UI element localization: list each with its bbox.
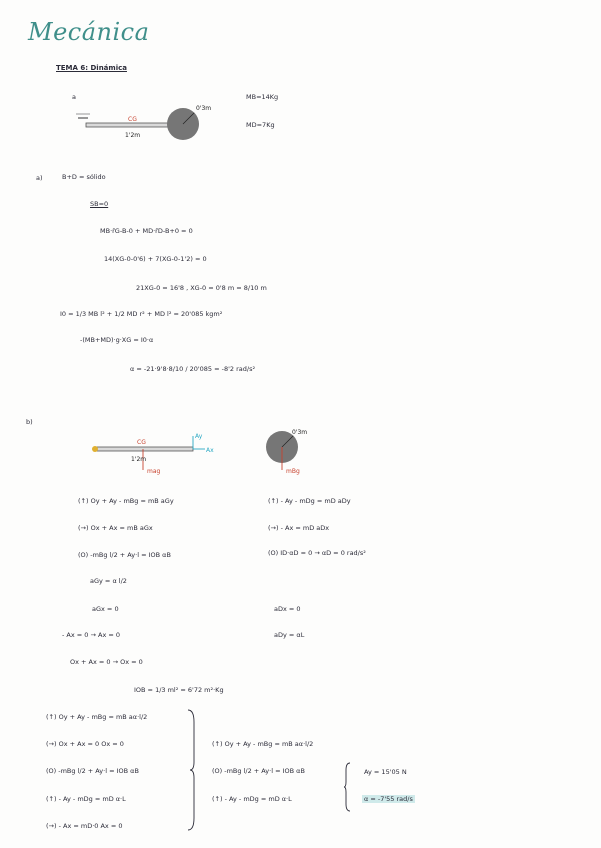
mass-d: MD=7Kg [246,121,275,129]
right-brace [344,762,352,812]
sys-right-2: (O) -mBg l/2 + Ay·l = IOB αB [212,767,305,775]
label-a: a [72,93,76,101]
eq-b-right-4: aDx = 0 [274,605,301,613]
length-b: 1'2m [131,456,147,463]
mag-label: mag [147,468,161,475]
eq-a1: MB·r̄G-B-0 + MD·r̄D-B+0 = 0 [100,227,193,235]
eq-b-right-5: aDy = αL [274,631,305,639]
ext-b-label: mBg [286,468,300,475]
eq-b-left-8: IOB = 1/3 ml² = 6'72 m²·Kg [134,686,224,694]
sys-right-3: (↑) - Ay - mDg = mD α·L [212,795,292,803]
sys-left-1: (↑) Oy + Ay - mBg = mB aα·l/2 [46,713,148,721]
eq-b-left-2: (→) Ox + Ax = mB aGx [78,524,153,532]
figure-a [70,100,220,145]
eq-b-left-3: (O) -mBg l/2 + Ay·l = IOB αB [78,551,171,559]
eq-b-left-5: aGx = 0 [92,605,119,613]
eq-a6: α = -21·9'8·8/10 / 20'085 = -8'2 rad/s² [130,365,256,373]
eq-a4: I0 = 1/3 MB l² + 1/2 MD r² + MD l² = 20'085 kgm² [60,310,223,318]
figure-b-bar [85,430,220,475]
result-alpha: α = -7'55 rad/s [364,795,413,803]
cg-b: CG [137,439,146,446]
eq-a5: -(MB+MD)·g·XG = I0·α [80,336,154,344]
topic-heading: TEMA 6: Dinámica [56,64,127,72]
eq-b-right-1: (↑) - Ay - mDg = mD aDy [268,497,351,505]
cg-mark: CG [128,116,137,123]
left-brace [186,708,196,833]
eq-a2: 14(XG-0-0'6) + 7(XG-0-1'2) = 0 [104,255,207,263]
bar-b [95,447,193,451]
sys-left-5: (→) - Ax = mD·0 Ax = 0 [46,822,123,830]
eq-b-left-6: - Ax = 0 → Ax = 0 [62,631,121,639]
result-ay: Ay = 15'05 N [364,768,407,776]
eq-b-left-7: Ox + Ax = 0 → Ox = 0 [70,658,143,666]
eq-b-left-4: aGy = α l/2 [90,577,127,585]
eq-b-right-3: (O) ID·αD = 0 → αD = 0 rad/s² [268,549,366,557]
eq-b-right-2: (→) - Ax = mD aDx [268,524,330,532]
radius-b-label: 0'3m [292,429,308,436]
section-a-label: a) [36,174,43,182]
sys-left-3: (O) -mBg l/2 + Ay·l = IOB αB [46,767,139,775]
radius-label: 0'3m [196,105,212,112]
sys-right-1: (↑) Oy + Ay - mBg = mB aα·l/2 [212,740,314,748]
mass-b: MB=14Kg [246,93,279,101]
pivot-b [92,446,98,452]
figure-b-disk [262,425,322,480]
condition: B+D = sólido [62,173,106,181]
eq-a3: 21XG-0 = 16'8 , XG-0 = 0'8 m = 8/10 m [136,284,267,292]
sys-left-4: (↑) - Ay - mDg = mD α·L [46,795,126,803]
eq-b-left-1: (↑) Oy + Ay - mBg = mB aGy [78,497,174,505]
ay-label: Ay [195,433,203,440]
length-label: 1'2m [125,132,141,139]
ax-label: Ax [206,447,214,454]
eq-heading: SB=0 [90,200,109,208]
sys-left-2: (→) Ox + Ax = 0 Ox = 0 [46,740,124,748]
section-b-label: b) [26,418,33,426]
page-title: Mecánica [28,18,150,46]
